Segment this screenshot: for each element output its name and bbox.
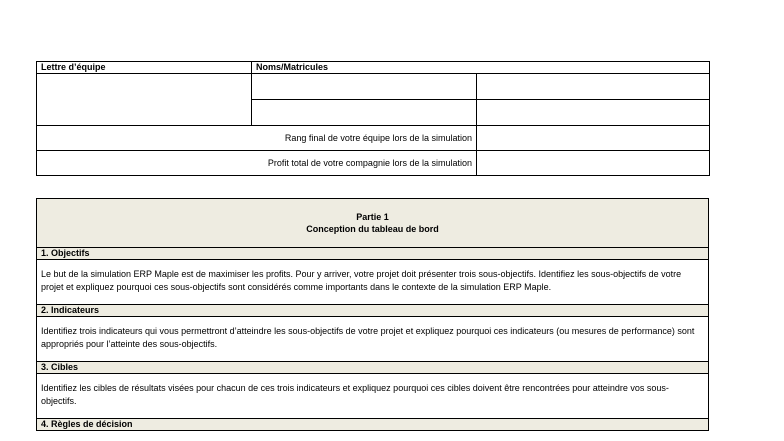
section-heading-objectives: 1. Objectifs xyxy=(37,248,709,260)
name-field-1[interactable] xyxy=(252,74,477,100)
final-rank-field[interactable] xyxy=(477,126,710,151)
id-field-1[interactable] xyxy=(477,74,710,100)
team-letter-header: Lettre d’équipe xyxy=(37,62,252,74)
name-field-2[interactable] xyxy=(252,100,477,126)
part-1-table xyxy=(36,198,709,431)
section-text-objectives: Le but de la simulation ERP Maple est de maximiser les profits. Pour y arriver, votre projet doit présenter trois sous-objectifs. Identifiez les sous-objectifs de votre projet et expliquez pourquoi ces sous-objectifs sont considérés comme importants dans le contexte de la simulation ERP Maple. xyxy=(37,260,709,305)
part-title-cell xyxy=(37,199,709,248)
part-number: Partie 1 xyxy=(356,212,389,222)
team-letter-field[interactable] xyxy=(37,74,252,126)
total-profit-label: Profit total de votre compagnie lors de la simulation xyxy=(37,151,477,176)
section-text-targets: Identifiez les cibles de résultats visées pour chacun de ces trois indicateurs et expliquez pourquoi ces cibles doivent être rencontrées pour atteindre vos sous-objectifs. xyxy=(37,374,709,419)
id-field-2[interactable] xyxy=(477,100,710,126)
final-rank-label: Rang final de votre équipe lors de la simulation xyxy=(37,126,477,151)
part-title: Conception du tableau de bord xyxy=(306,224,439,234)
total-profit-field[interactable] xyxy=(477,151,710,176)
section-heading-targets: 3. Cibles xyxy=(37,362,709,374)
section-text-indicators: Identifiez trois indicateurs qui vous permettront d’atteindre les sous-objectifs de votre projet et expliquez pourquoi ces indicateurs (ou mesures de performance) sont appropriés pour l’atteinte des sous-objectifs. xyxy=(37,317,709,362)
section-heading-decision-rules: 4. Règles de décision xyxy=(37,419,709,431)
team-info-table xyxy=(36,61,710,176)
names-header: Noms/Matricules xyxy=(252,62,710,74)
section-heading-indicators: 2. Indicateurs xyxy=(37,305,709,317)
